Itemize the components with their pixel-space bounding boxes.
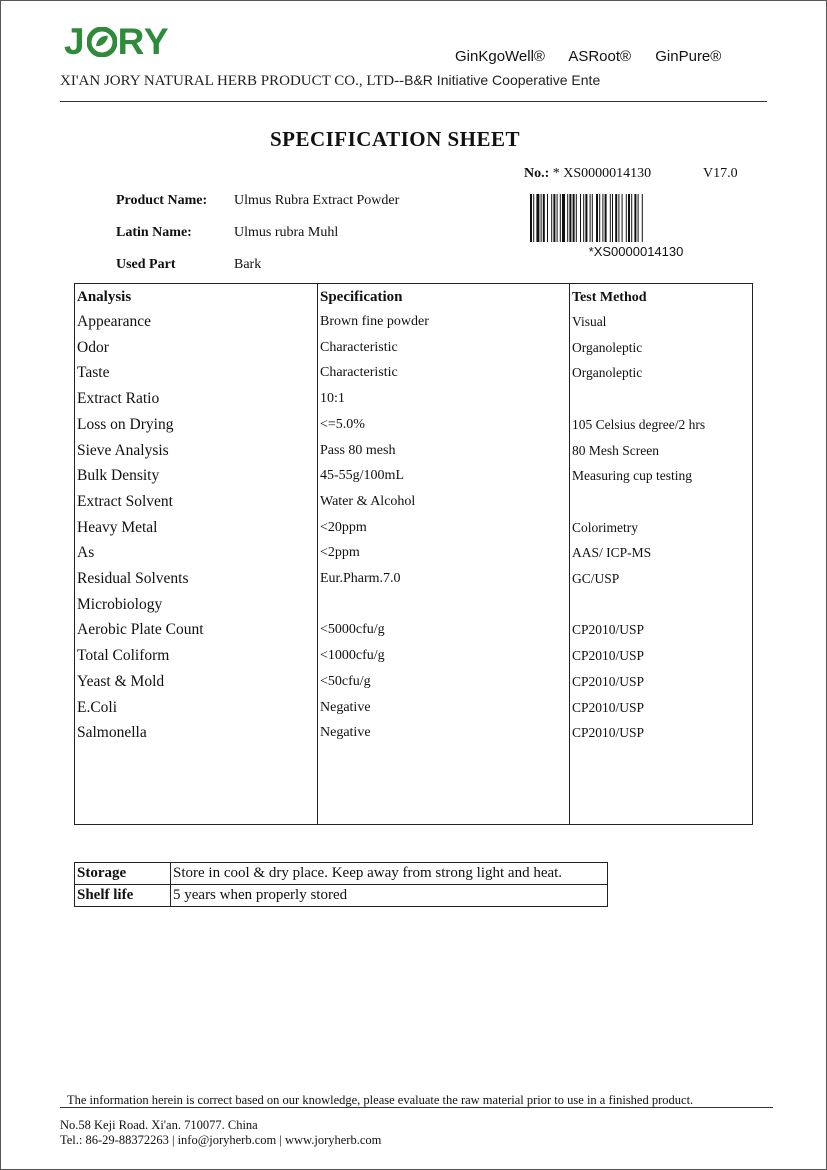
jory-logo bbox=[64, 22, 170, 62]
disclaimer: The information herein is correct based on our knowledge, please evaluate the raw material prior to use in a finished product. bbox=[67, 1093, 694, 1107]
leaf-icon bbox=[87, 27, 117, 57]
row-test-method: Organoleptic bbox=[572, 365, 643, 381]
barcode-bar bbox=[541, 194, 542, 242]
row-analysis: As bbox=[77, 544, 95, 562]
column-divider bbox=[317, 284, 318, 824]
barcode-bar bbox=[585, 194, 587, 242]
row-test-method: Visual bbox=[572, 314, 607, 329]
row-test-method: CP2010/USP bbox=[572, 622, 645, 638]
header-specification: Specification bbox=[320, 289, 403, 305]
footer-divider bbox=[60, 1107, 773, 1108]
row-analysis: Salmonella bbox=[77, 724, 147, 742]
row-specification: Characteristic bbox=[320, 339, 398, 355]
barcode-bar bbox=[530, 194, 532, 242]
row-analysis: Taste bbox=[77, 364, 110, 382]
barcode-bar bbox=[631, 194, 632, 242]
brand-list bbox=[455, 48, 741, 65]
row-analysis: Loss on Drying bbox=[77, 415, 174, 433]
storage-label: Storage bbox=[75, 863, 171, 885]
barcode-bar bbox=[615, 194, 617, 242]
barcode-bar bbox=[553, 194, 555, 242]
header-divider bbox=[60, 101, 767, 102]
storage-value: Store in cool & dry place. Keep away from strong light and heat. bbox=[171, 863, 608, 885]
doc-no-label: No.: bbox=[524, 166, 550, 181]
row-analysis: Extract Solvent bbox=[77, 492, 173, 510]
company-address: No.58 Keji Road. Xi'an. 710077. China bbox=[60, 1118, 258, 1132]
row-analysis: Microbiology bbox=[77, 595, 163, 613]
row-test-method: CP2010/USP bbox=[572, 673, 645, 689]
barcode-bar bbox=[543, 194, 545, 242]
row-specification: Characteristic bbox=[320, 365, 398, 381]
row-specification: Eur.Pharm.7.0 bbox=[320, 571, 401, 586]
column-divider bbox=[569, 284, 570, 824]
page-title: SPECIFICATION SHEET bbox=[269, 127, 521, 151]
brand-ginpure: GinPure® bbox=[655, 48, 722, 65]
used-part-row bbox=[116, 257, 261, 273]
barcode-bar bbox=[583, 194, 584, 242]
row-analysis: Heavy Metal bbox=[77, 518, 158, 536]
barcode-bar bbox=[634, 194, 636, 242]
row-test-method: CP2010/USP bbox=[572, 648, 645, 664]
row-specification: <=5.0% bbox=[320, 416, 365, 432]
logo-text-ry: RY bbox=[117, 21, 170, 62]
barcode-bar bbox=[592, 194, 593, 242]
row-specification: Water & Alcohol bbox=[320, 493, 416, 509]
barcode-bar bbox=[547, 194, 548, 242]
barcode-bar bbox=[576, 194, 577, 242]
used-part-label: Used Part bbox=[116, 257, 176, 272]
logo-text-j: J bbox=[64, 21, 86, 62]
barcode-bar bbox=[551, 194, 552, 242]
barcode-bar bbox=[569, 194, 571, 242]
shelf-life-value: 5 years when properly stored bbox=[171, 885, 608, 907]
row-analysis: Sieve Analysis bbox=[77, 441, 169, 459]
latin-name-value: Ulmus rubra Muhl bbox=[234, 225, 339, 240]
barcode bbox=[530, 194, 742, 242]
barcode-bar bbox=[580, 194, 581, 242]
barcode-bar bbox=[557, 194, 558, 242]
row-specification: <20ppm bbox=[320, 519, 367, 535]
latin-name-label: Latin Name: bbox=[116, 225, 192, 240]
company-name: XI'AN JORY NATURAL HERB PRODUCT CO., LTD--B&R Initiative Cooperative Ente bbox=[60, 72, 601, 89]
header-analysis: Analysis bbox=[77, 289, 132, 305]
row-test-method: CP2010/USP bbox=[572, 699, 645, 715]
row-specification: Negative bbox=[320, 725, 371, 741]
barcode-bar bbox=[573, 194, 575, 242]
brand-ginkgowell: GinKgoWell® bbox=[455, 48, 545, 65]
row-specification: <2ppm bbox=[320, 545, 360, 561]
barcode-bar bbox=[602, 194, 603, 242]
storage-table bbox=[74, 862, 608, 907]
row-analysis: E.Coli bbox=[77, 698, 118, 716]
row-specification: <5000cfu/g bbox=[320, 622, 385, 638]
row-analysis: Appearance bbox=[77, 313, 152, 330]
row-test-method: Measuring cup testing bbox=[572, 468, 692, 484]
row-analysis: Yeast & Mold bbox=[77, 672, 165, 690]
brand-asroot: ASRoot® bbox=[568, 48, 632, 65]
barcode-bar bbox=[605, 194, 607, 242]
row-specification: 10:1 bbox=[320, 391, 345, 407]
barcode-bar bbox=[638, 194, 639, 242]
barcode-bar bbox=[536, 194, 539, 242]
row-analysis: Total Coliform bbox=[77, 647, 170, 665]
row-test-method: AAS/ ICP-MS bbox=[572, 545, 652, 561]
barcode-bar bbox=[628, 194, 630, 242]
product-name-value: Ulmus Rubra Extract Powder bbox=[234, 193, 400, 208]
row-test-method: Colorimetry bbox=[572, 519, 638, 535]
row-specification: Pass 80 mesh bbox=[320, 442, 396, 458]
row-specification: 45-55g/100mL bbox=[320, 468, 404, 484]
product-name-row bbox=[116, 193, 399, 209]
row-analysis: Bulk Density bbox=[77, 467, 160, 485]
row-analysis: Odor bbox=[77, 338, 109, 356]
row-specification: <1000cfu/g bbox=[320, 648, 385, 664]
doc-no-value: * XS0000014130 bbox=[552, 166, 652, 181]
row-test-method: Organoleptic bbox=[572, 339, 643, 355]
shelf-life-label: Shelf life bbox=[75, 885, 171, 907]
barcode-bar bbox=[560, 194, 561, 242]
doc-version: V17.0 bbox=[703, 166, 738, 181]
row-specification: Brown fine powder bbox=[320, 314, 429, 329]
row-specification: Negative bbox=[320, 699, 371, 715]
barcode-bar bbox=[612, 194, 613, 242]
row-analysis: Residual Solvents bbox=[77, 570, 189, 587]
barcode-bar bbox=[618, 194, 619, 242]
row-test-method: 105 Celsius degree/2 hrs bbox=[572, 416, 706, 432]
barcode-bar bbox=[610, 194, 611, 242]
barcode-bar bbox=[596, 194, 598, 242]
shelf-life-row bbox=[75, 885, 608, 907]
header-test-method: Test Method bbox=[572, 290, 647, 305]
barcode-label: *XS0000014130 bbox=[588, 244, 684, 259]
document-number bbox=[524, 166, 738, 182]
specification-table bbox=[74, 283, 753, 825]
barcode-bar bbox=[562, 194, 565, 242]
row-test-method: GC/USP bbox=[572, 571, 620, 586]
row-test-method: 80 Mesh Screen bbox=[572, 442, 659, 458]
storage-row bbox=[75, 863, 608, 885]
row-test-method: CP2010/USP bbox=[572, 725, 645, 741]
company-contact: Tel.: 86-29-88372263 | info@joryherb.com | www.joryherb.com bbox=[60, 1133, 382, 1147]
used-part-value: Bark bbox=[234, 257, 262, 272]
barcode-bar bbox=[533, 194, 534, 242]
barcode-bar bbox=[626, 194, 627, 242]
row-analysis: Aerobic Plate Count bbox=[77, 621, 204, 639]
barcode-bar bbox=[622, 194, 623, 242]
barcode-bar bbox=[567, 194, 568, 242]
row-specification: <50cfu/g bbox=[320, 673, 371, 689]
barcode-bar bbox=[590, 194, 591, 242]
barcode-bar bbox=[642, 194, 643, 242]
barcode-bar bbox=[599, 194, 600, 242]
latin-name-row bbox=[116, 225, 338, 241]
product-name-label: Product Name: bbox=[116, 193, 208, 208]
row-analysis: Extract Ratio bbox=[77, 390, 160, 408]
